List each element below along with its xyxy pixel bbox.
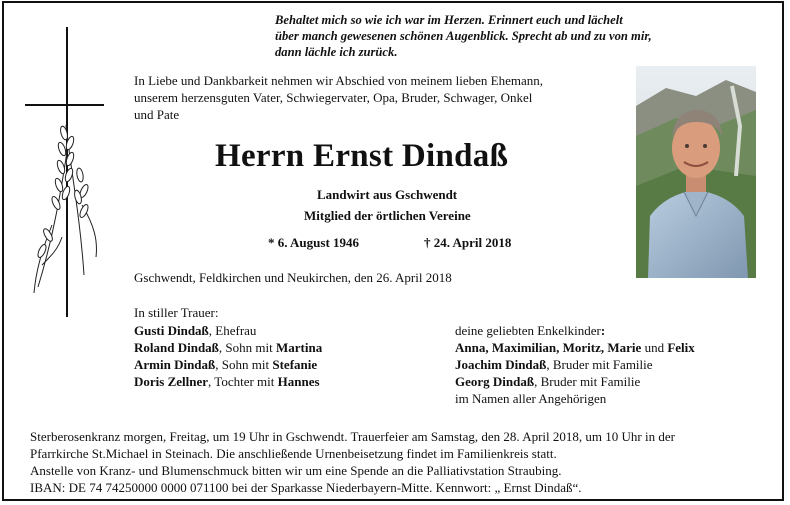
mourner-row: Joachim Dindaß, Bruder mit Familie [455,357,653,372]
mourner-row: Georg Dindaß, Bruder mit Familie [455,374,641,389]
mourners-left [134,322,322,390]
cross-wheat-icon [22,25,106,321]
footer-line: Sterberosenkranz morgen, Freitag, um 19 Uhr in Gschwendt. Trauerfeier am Samstag, den 28. April 2018, um 10 Uhr in der [30,429,675,444]
footer-line: Anstelle von Kranz- und Blumenschmuck bitten wir um eine Spende an die Palliativstation Straubing. [30,463,562,478]
poem-line: dann lächle ich zurück. [275,45,398,59]
mourners-right [455,322,695,407]
occupation: Landwirt aus Gschwendt [317,187,458,202]
intro-text [134,72,604,123]
mourner-row: Roland Dindaß, Sohn mit Martina [134,340,323,355]
birth-date: * 6. August 1946 [268,235,360,250]
place-date: Gschwendt, Feldkirchen und Neukirchen, den 26. April 2018 [134,270,452,285]
intro-line: unserem herzensguten Vater, Schwiegervater, Opa, Bruder, Schwager, Onkel [134,90,533,105]
mourner-row: Anna, Maximilian, Moritz, Marie und Felix [455,340,695,355]
deceased-name: Herrn Ernst Dindaß [215,138,509,174]
mourner-row: Doris Zellner, Tochter mit Hannes [134,374,320,389]
poem-line: über manch gewesenen schönen Augenblick. Sprecht ab und zu von mir, [275,29,652,43]
intro-line: In Liebe und Dankbarkeit nehmen wir Abschied von meinem lieben Ehemann, [134,73,544,88]
membership: Mitglied der örtlichen Vereine [304,208,471,223]
trauer-heading: In stiller Trauer: [134,305,219,320]
poem [275,12,715,60]
death-date: † 24. April 2018 [424,235,512,250]
footer-line: IBAN: DE 74 74250000 0000 071100 bei der Sparkasse Niederbayern-Mitte. Kennwort: „ Ernst Dindaß“. [30,480,582,495]
footer-text [30,428,770,496]
footer-line: Pfarrkirche St.Michael in Steinach. Die anschließende Urnenbeisetzung findet im Familienkreis statt. [30,446,557,461]
intro-line: und Pate [134,107,180,122]
mourner-row: deine geliebten Enkelkinder: [455,323,606,338]
mourner-row: Armin Dindaß, Sohn mit Stefanie [134,357,318,372]
poem-line: Behaltet mich so wie ich war im Herzen. Erinnert euch und lächelt [275,13,623,27]
portrait-photo [636,66,756,278]
mourner-row: im Namen aller Angehörigen [455,391,607,406]
mourner-row: Gusti Dindaß, Ehefrau [134,323,257,338]
